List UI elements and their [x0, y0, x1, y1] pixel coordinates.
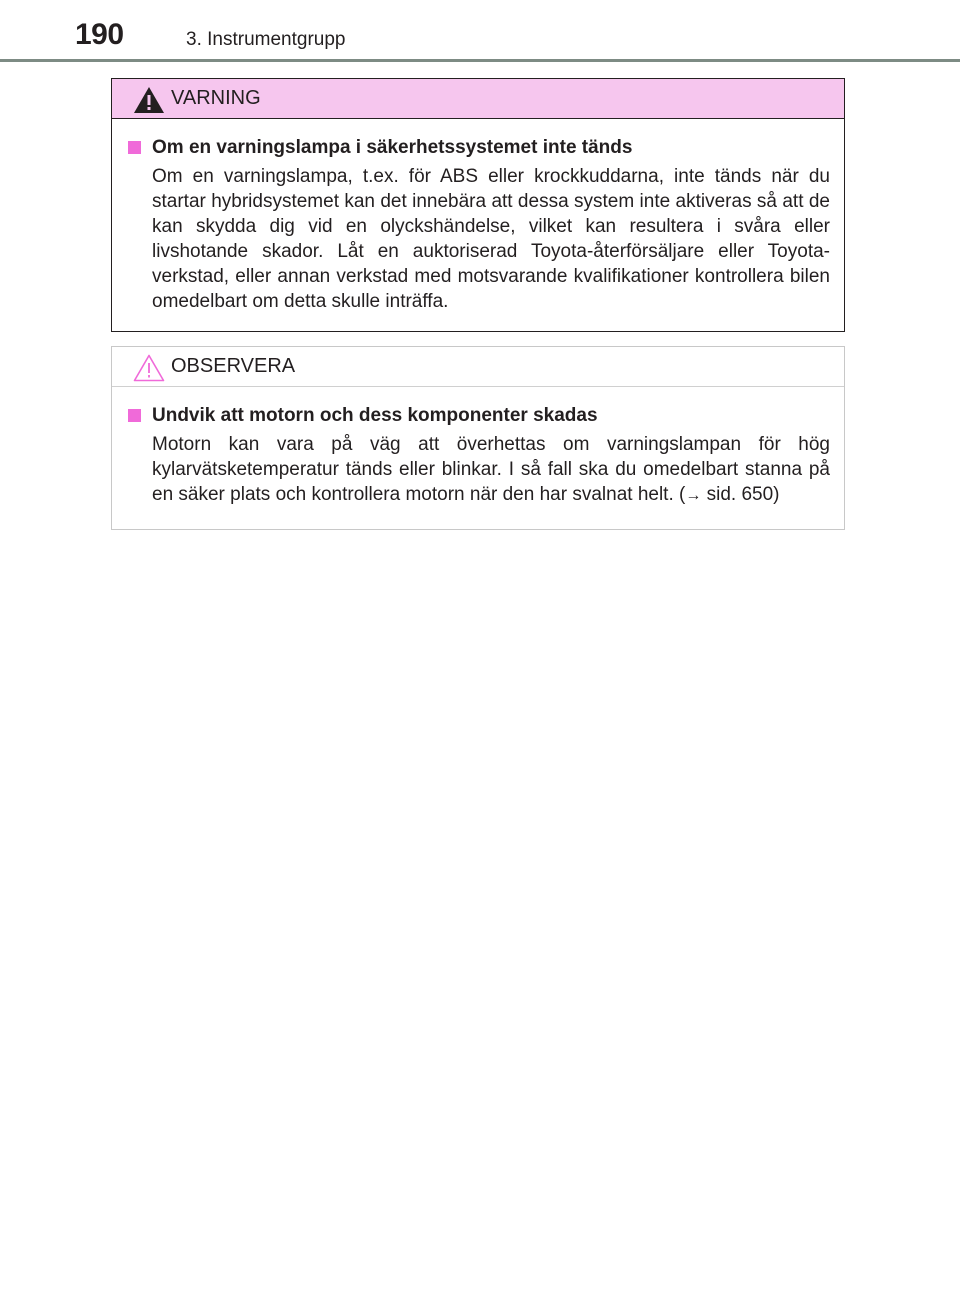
caution-text-main: Motorn kan vara på väg att överhettas om varningslampan för hög kylarvätsketemperatur tänds eller blinkar. I så fall ska du omedelbart stanna på en säker plats och kontrollera motorn när den har svalnat helt. ( — [152, 434, 830, 505]
warning-box-body — [112, 119, 844, 314]
caution-box-body — [112, 387, 844, 508]
warning-triangle-icon — [132, 85, 166, 115]
caution-box — [111, 346, 845, 530]
warning-box — [111, 78, 845, 332]
caution-triangle-icon — [132, 353, 166, 383]
caution-page-reference[interactable]: sid. 650) — [701, 484, 780, 505]
page-header — [0, 0, 960, 62]
section-title: 3. Instrumentgrupp — [186, 29, 346, 50]
caution-item-text — [152, 432, 830, 508]
bullet-square-icon — [128, 409, 141, 422]
header-rule — [0, 59, 960, 62]
page-number: 190 — [75, 18, 124, 51]
warning-label: VARNING — [171, 87, 261, 109]
warning-title-text: Om en varningslampa i säkerhetssystemet inte tänds — [152, 137, 633, 158]
bullet-square-icon — [128, 141, 141, 154]
warning-item-text: Om en varningslampa, t.ex. för ABS eller krockkuddarna, inte tänds när du startar hybridsystemet kan det innebära att dessa system inte aktiveras så att de kan skydda dig vid en olyckshändelse, vilket kan resultera i svåra eller livshotande skador. Låt en auktoriserad Toyota-återförsäljare eller Toyota-verkstad, eller annan verkstad med motsvarande kvalifikationer kontrollera bilen omedelbart om detta skulle inträffa. — [152, 166, 830, 312]
caution-title-text: Undvik att motorn och dess komponenter skadas — [152, 405, 598, 426]
caution-label: OBSERVERA — [171, 355, 296, 377]
warning-item-title — [128, 135, 830, 161]
arrow-icon: → — [685, 487, 702, 504]
caution-box-header — [112, 347, 844, 387]
caution-item-title — [128, 403, 830, 429]
warning-box-header — [112, 79, 844, 119]
